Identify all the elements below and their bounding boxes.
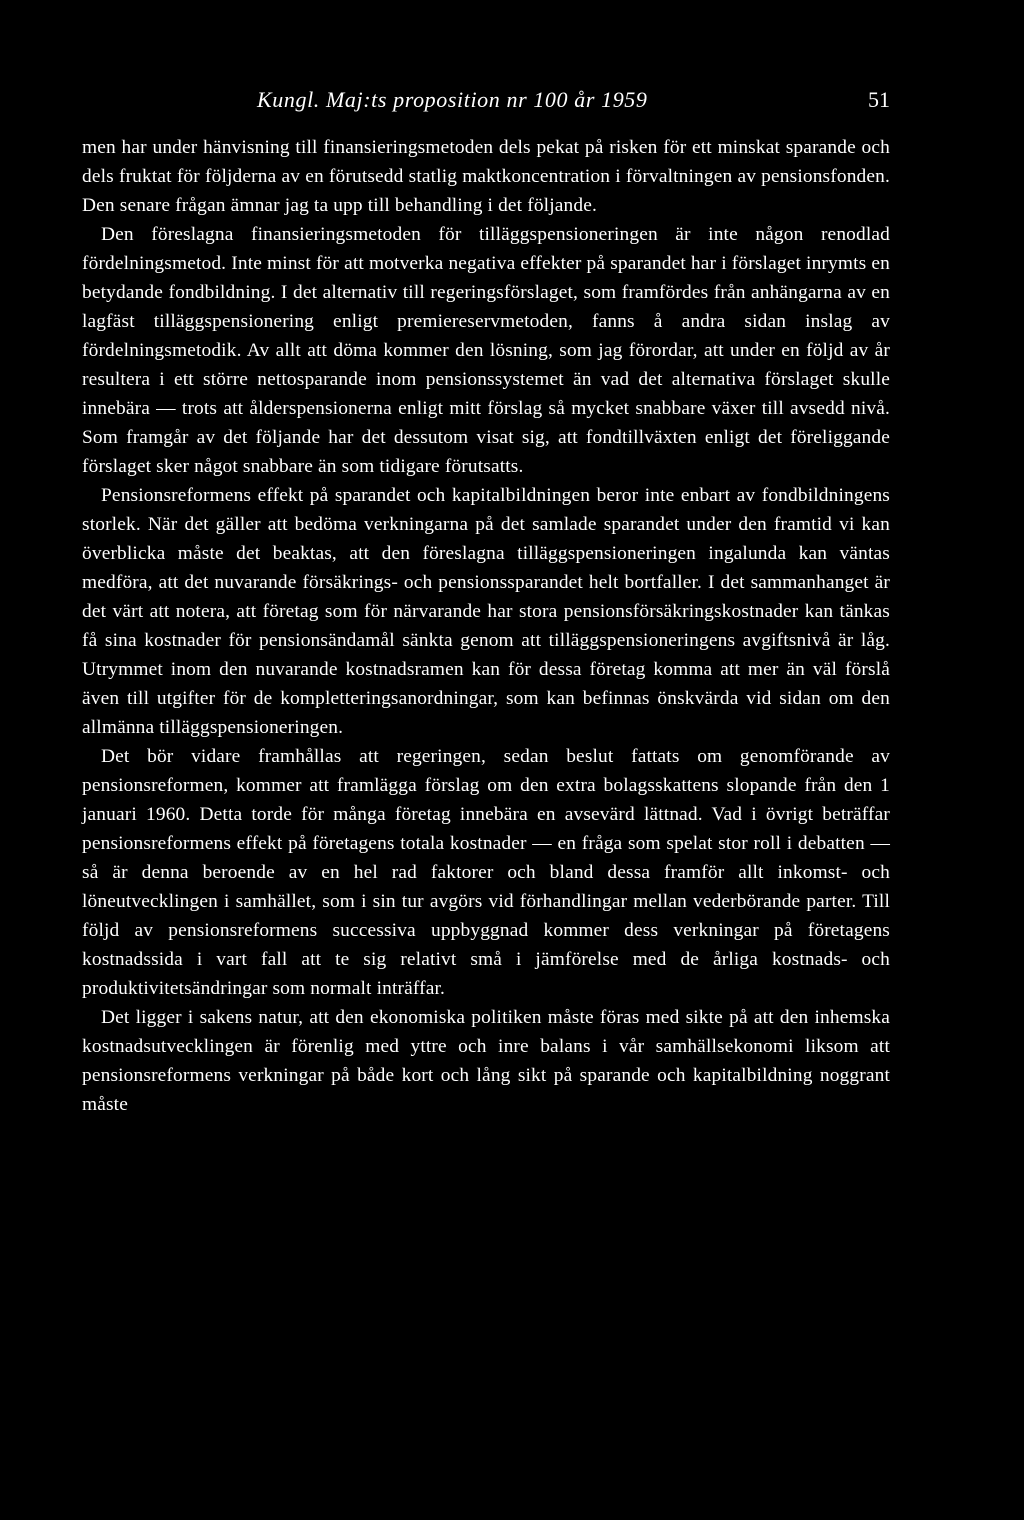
page-number: 51 [868, 87, 890, 112]
running-title: Kungl. Maj:ts proposition nr 100 år 1959 [257, 87, 648, 112]
paragraph: Den föreslagna finansieringsmetoden för tilläggspensioneringen är inte någon renodlad fördelningsmetod. Inte minst för att motverka negativa effekter på sparandet har i förslaget inrymts en betydande fondbildning. I det alternativ till regeringsförslaget, som framfördes från anhängarna av en lagfäst tilläggspensionering enligt premiereservmetoden, fanns å andra sidan inslag av fördelningsmetodik. Av allt att döma kommer den lösning, som jag förordar, att under en följd av år resultera i ett större nettosparande inom pensionssystemet än vad det alternativa förslaget skulle innebära — trots att ålderspensionerna enligt mitt förslag så mycket snabbare växer till avsedd nivå. Som framgår av det följande har det dessutom visat sig, att fondtillväxten enligt det föreliggande förslaget sker något snabbare än som tidigare förutsatts. [82, 224, 890, 477]
page-header [82, 82, 890, 118]
paragraph: men har under hänvisning till finansieringsmetoden dels pekat på risken för ett minskat sparande och dels fruktat för följderna av en förutsedd statlig maktkoncentration i förvaltningen av pensionsfonden. Den senare frågan ämnar jag ta upp till behandling i det följande. [82, 137, 890, 216]
paragraph: Det bör vidare framhållas att regeringen, sedan beslut fattats om genomförande av pensionsreformen, kommer att framlägga förslag om den extra bolagsskattens slopande från den 1 januari 1960. Detta torde för många företag innebära en avsevärd lättnad. Vad i övrigt beträffar pensionsreformens effekt på företagens totala kostnader — en fråga som spelat stor roll i debatten — så är denna beroende av en hel rad faktorer och bland dessa framför allt inkomst- och löneutvecklingen i samhället, som i sin tur avgörs vid förhandlingar mellan vederbörande parter. Till följd av pensionsreformens successiva uppbyggnad kommer dess verkningar på företagens kostnadssida i vart fall att te sig relativt små i jämförelse med de årliga kostnads- och produktivitetsändringar som normalt inträffar. [82, 746, 890, 999]
paragraph: Det ligger i sakens natur, att den ekonomiska politiken måste föras med sikte på att den inhemska kostnadsutvecklingen är förenlig med yttre och inre balans i vår samhällsekonomi liksom att pensionsreformens verkningar på både kort och lång sikt på sparande och kapitalbildning noggrant måste [82, 1007, 890, 1115]
body-text [82, 133, 890, 1119]
paragraph: Pensionsreformens effekt på sparandet och kapitalbildningen beror inte enbart av fondbildningens storlek. När det gäller att bedöma verkningarna på det samlade sparandet under den framtid vi kan överblicka måste det beaktas, att den föreslagna tilläggspensioneringen ingalunda kan väntas medföra, att det nuvarande försäkrings- och pensionssparandet helt bortfaller. I det sammanhanget är det värt att notera, att företag som för närvarande har stora pensionsförsäkringskostnader kan tänkas få sina kostnader för pensionsändamål sänkta genom att tilläggspensioneringens avgiftsnivå är låg. Utrymmet inom den nuvarande kostnadsramen kan för dessa företag komma att mer än väl förslå även till utgifter för de kompletteringsanordningar, som kan befinnas önskvärda vid sidan om den allmänna tilläggspensioneringen. [82, 485, 890, 738]
